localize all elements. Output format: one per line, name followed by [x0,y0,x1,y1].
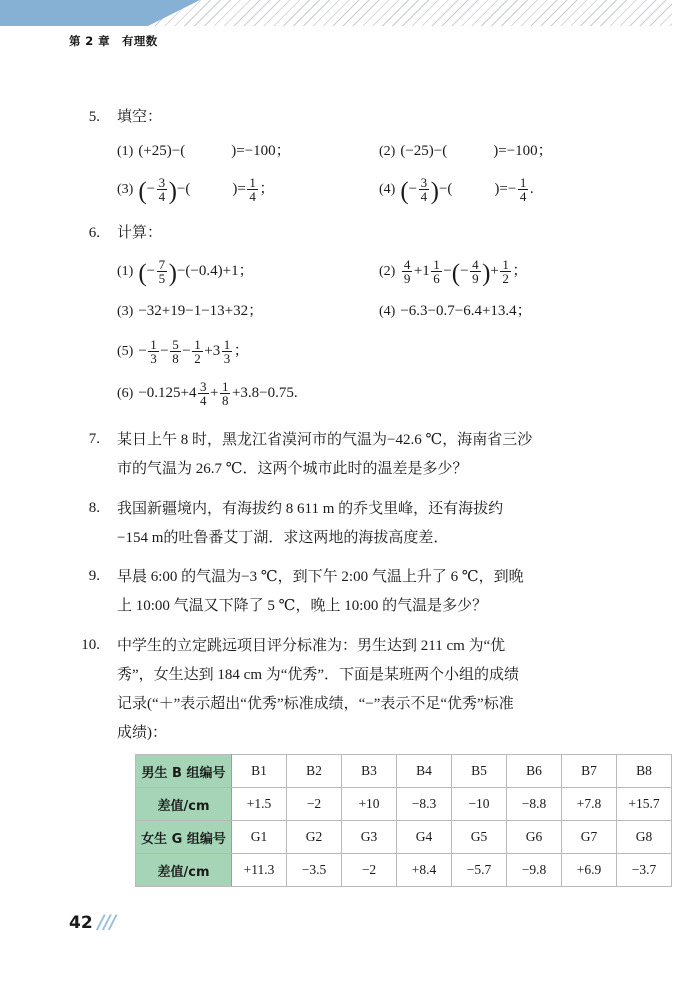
question-7-line-1: 某日上午 8 时，黑龙江省漠河市的气温为−42.6 ℃，海南省三沙 [117,432,533,449]
item-3-text: −32+19−1−13+32； [138,302,264,319]
item-1-sign: − [146,262,156,279]
item-label-2: (2) [379,143,396,159]
cell-g6-diff: −9.8 [507,854,562,887]
item-3-result-fraction [247,176,258,204]
item-label-3: (3) [117,303,134,319]
fraction-denominator: 6 [433,271,440,287]
item-4-end: . [529,180,534,197]
cell-g5: G5 [452,821,507,854]
question-7-body [117,426,700,485]
question-8-body [117,495,700,554]
question-10-body [117,632,700,749]
question-5-item-4: (4) ( − $\frac{3}{4}$ ) −( )=− $\frac{1}{4}$ . [379,174,534,205]
item-6-seg-2: + [210,385,219,402]
fraction-denominator: 8 [221,393,229,409]
cell-b2-diff: −2 [287,788,342,821]
question-8-number: 8. [88,499,100,516]
item-3-end: ； [259,180,275,197]
cell-b3: B3 [342,755,397,788]
table-row [136,788,672,821]
question-7-number: 7. [88,431,100,448]
cell-g4-diff: +8.4 [397,854,452,887]
row-header-boys-id: 男生 B 组编号 [136,755,232,788]
fraction-numerator: 1 [502,256,509,272]
exercise-content [0,104,700,749]
question-10-line-3: 记录(“＋”表示超出“优秀”标准成绩，“−”表示不足“优秀”标准 [117,696,514,713]
cell-g3: G3 [342,821,397,854]
item-1-lhs: (+25)−( [138,142,186,159]
question-6-item-1: (1) ( − $\frac{7}{5}$ ) −(−0.4)+1； [117,256,254,287]
item-6-fraction-2 [220,380,231,408]
question-10-number: 10. [81,636,100,653]
cell-b5: B5 [452,755,507,788]
item-2-rhs: )=−100； [493,142,553,159]
item-3-sign: − [146,180,156,197]
cell-g1-diff: +11.3 [232,854,287,887]
item-4-text: −6.3−0.7−6.4+13.4； [400,302,532,319]
question-9 [0,563,700,622]
item-label-1: (1) [117,143,134,159]
table-row [136,854,672,887]
item-2-lhs: (−25)−( [400,142,448,159]
cell-b1: B1 [232,755,287,788]
score-table-container [135,754,672,887]
cell-g7: G7 [562,821,617,854]
fraction-numerator: 4 [472,256,479,272]
fraction-denominator: 4 [158,189,166,205]
question-10 [0,632,700,749]
fraction-denominator: 4 [519,189,527,205]
question-6-row-3 [117,338,700,366]
score-table-body [136,755,672,887]
cell-g2-diff: −3.5 [287,854,342,887]
item-5-sign-2: − [160,342,169,359]
question-6-row-2 [117,298,700,326]
footer-slashes-decoration: /// [97,911,116,933]
question-9-body [117,563,700,622]
question-6-stem: 计算： [117,224,163,241]
fraction-denominator: 4 [249,189,256,205]
question-9-number: 9. [88,568,100,585]
question-10-line-2: 秀”，女生达到 184 cm 为“优秀”．下面是某班两个小组的成绩 [117,666,520,683]
item-2-sign-3: − [460,262,469,279]
cell-g7-diff: +6.9 [562,854,617,887]
item-4-result-fraction [518,176,529,204]
row-header-boys-diff: 差值/cm [136,788,232,821]
item-label-5: (5) [117,343,134,359]
fraction-denominator: 9 [472,271,479,287]
item-label-6: (6) [117,386,134,402]
cell-g4: G4 [397,821,452,854]
cell-g1: G1 [232,821,287,854]
question-9-line-1: 早晨 6:00 的气温为−3 ℃，到下午 2:00 气温上升了 6 ℃，到晚 [117,569,524,586]
cell-g2: G2 [287,821,342,854]
fraction-denominator: 9 [403,271,411,287]
cell-b4: B4 [397,755,452,788]
item-2-mid-1: +1 [413,262,430,279]
item-3-eq: )= [232,180,246,197]
question-8-line-1: 我国新疆境内，有海拔约 8 611 m 的乔戈里峰，还有海拔约 [117,500,504,517]
question-6-item-6 [117,380,298,408]
fraction-denominator: 4 [200,393,207,409]
question-5-item-1 [117,138,379,166]
question-5 [0,104,700,204]
cell-g5-diff: −5.7 [452,854,507,887]
item-5-fraction-3 [192,338,203,366]
page-number: 42 [69,913,93,933]
fraction-numerator: 1 [249,174,256,190]
fraction-denominator: 2 [194,351,201,367]
question-5-item-2 [379,138,553,166]
cell-b6: B6 [507,755,562,788]
item-2-mid-3: + [490,262,499,279]
cell-b2: B2 [287,755,342,788]
question-7 [0,426,700,485]
item-6-fraction-1 [198,380,209,408]
item-5-sign-1: − [138,342,147,359]
item-label-3: (3) [117,181,134,197]
item-1-fraction [157,258,168,286]
hatch-right-mask [672,0,700,26]
item-5-fraction-4 [222,338,233,366]
item-4-fraction [419,176,430,204]
item-5-fraction-2 [170,338,181,366]
item-4-eq: )=− [494,180,517,197]
cell-b1-diff: +1.5 [232,788,287,821]
item-1-tail: −(−0.4)+1； [176,262,254,279]
item-5-sign-3: − [182,342,191,359]
cell-b7-diff: +7.8 [562,788,617,821]
score-table [135,754,672,887]
item-label-4: (4) [379,181,396,197]
item-label-1: (1) [117,263,134,279]
item-2-fraction-1 [402,258,413,286]
table-row [136,821,672,854]
item-label-2: (2) [379,263,396,279]
question-5-number: 5. [88,109,100,125]
table-row [136,755,672,788]
fraction-numerator: 1 [194,336,201,352]
question-6 [0,220,700,408]
item-2-fraction-2 [431,258,442,286]
fraction-numerator: 7 [158,256,166,272]
item-4-mid: −( [438,180,453,197]
question-10-line-4: 成绩)： [117,725,167,742]
question-5-row-2 [117,176,700,204]
fraction-numerator: 4 [403,256,411,272]
question-6-item-5 [117,338,249,366]
cell-g6: G6 [507,821,562,854]
page-header-decoration [0,0,700,26]
question-10-line-1: 中学生的立定跳远项目评分标准为：男生达到 211 cm 为“优 [117,637,506,654]
fraction-numerator: 1 [519,174,527,190]
item-1-rhs: )=−100； [231,142,291,159]
row-header-girls-id: 女生 G 组编号 [136,821,232,854]
question-8 [0,495,700,554]
item-3-mid: −( [176,180,191,197]
fraction-numerator: 3 [158,174,166,190]
question-5-stem: 填空： [117,109,163,125]
question-5-item-3: (3) ( − $\frac{3}{4}$ ) −( )= $\frac{1}{4}$ ； [117,174,275,205]
question-6-row-1 [117,258,700,286]
item-label-4: (4) [379,303,396,319]
page-footer [69,911,116,933]
cell-g8: G8 [617,821,672,854]
fraction-numerator: 1 [223,336,231,352]
item-4-sign: − [408,180,418,197]
question-6-item-3 [117,298,379,326]
fraction-numerator: 1 [433,256,440,272]
fraction-denominator: 3 [150,351,157,367]
fraction-numerator: 3 [420,174,428,190]
question-8-line-2: −154 m的吐鲁番艾丁湖．求这两地的海拔高度差． [117,529,449,546]
cell-b3-diff: +10 [342,788,397,821]
question-7-line-2: 市的气温为 26.7 ℃．这两个城市此时的温差是多少？ [117,461,468,478]
item-5-sign-4: +3 [204,342,221,359]
cell-g8-diff: −3.7 [617,854,672,887]
fraction-numerator: 1 [221,378,229,394]
question-6-item-4 [379,298,532,326]
cell-b5-diff: −10 [452,788,507,821]
cell-b6-diff: −8.8 [507,788,562,821]
item-5-fraction-1 [148,338,159,366]
item-2-fraction-4 [500,258,511,286]
item-3-fraction [157,176,168,204]
question-6-item-2: (2) $\frac{4}{9}$ +1 $\frac{1}{6}$ − ( − $\frac{4}{9}$ ) + $\frac{1}{2}$ ； [379,256,528,287]
cell-b8: B8 [617,755,672,788]
cell-b7: B7 [562,755,617,788]
fraction-numerator: 3 [200,378,207,394]
item-2-end: ； [512,262,528,279]
fraction-numerator: 5 [172,336,179,352]
question-6-number: 6. [88,224,100,241]
item-5-end: ； [233,342,249,359]
fraction-denominator: 5 [158,271,166,287]
question-9-line-2: 上 10:00 气温又下降了 5 ℃，晚上 10:00 的气温是多少？ [117,598,488,615]
cell-b8-diff: +15.7 [617,788,672,821]
running-head-chapter: 第 2 章 有理数 [69,34,158,48]
item-2-fraction-3 [470,258,481,286]
fraction-denominator: 3 [223,351,231,367]
fraction-numerator: 1 [150,336,157,352]
question-5-row-1 [117,138,700,166]
fraction-denominator: 2 [502,271,509,287]
item-6-seg-1: −0.125+4 [138,385,197,402]
item-2-mid-2: − [443,262,452,279]
fraction-denominator: 8 [172,351,179,367]
row-header-girls-diff: 差值/cm [136,854,232,887]
item-6-seg-3: +3.8−0.75. [231,385,298,402]
cell-b4-diff: −8.3 [397,788,452,821]
fraction-denominator: 4 [420,189,428,205]
cell-g3-diff: −2 [342,854,397,887]
question-6-row-4 [117,380,700,408]
